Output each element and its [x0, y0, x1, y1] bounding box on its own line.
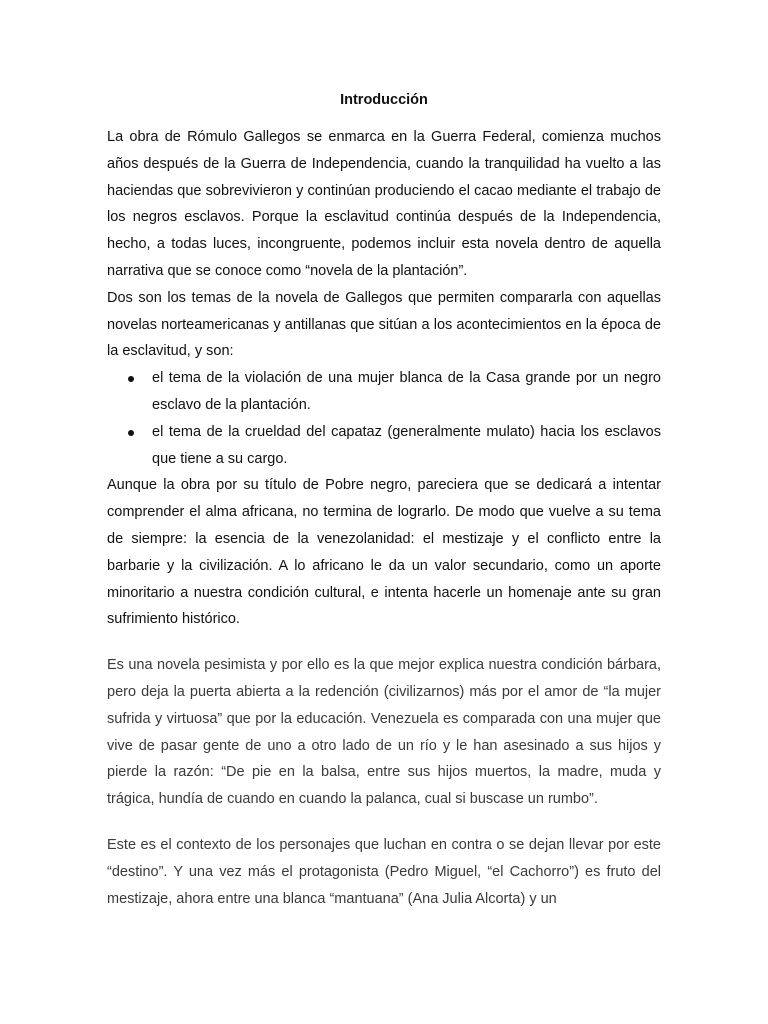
themes-bullet-list [107, 365, 661, 472]
bullet-item-violation-theme [107, 365, 661, 419]
bullet-dot-icon [128, 376, 134, 382]
paragraph-plantation-context: La obra de Rómulo Gallegos se enmarca en la Guerra Federal, comienza muchos años después de la Guerra de Independencia, cuando la tranquilidad ha vuelto a las haciendas que sobrevivieron y continúan produciendo el cacao mediante el trabajo de los negros esclavos. Porque la esclavitud continúa después de la Independencia, hecho, a todas luces, incongruente, podemos incluir esta novela dentro de aquella narrativa que se conoce como “novela de la plantación”. [107, 129, 661, 279]
paragraph-african-soul: Aunque la obra por su título de Pobre negro, pareciera que se dedicará a intentar comprender el alma africana, no termina de lograrlo. De modo que vuelve a su tema de siempre: la esencia de la venezolanidad: el mestizaje y el conflicto entre la barbarie y la civilización. A lo africano le da un valor secundario, como un aporte minoritario a nuestra condición cultural, e intenta hacerle un homenaje ante su gran sufrimiento histórico. [107, 477, 661, 628]
bullet-item-cruelty-theme [107, 419, 661, 473]
document-title: Introducción [340, 92, 428, 108]
document-body [107, 124, 661, 912]
bullet-dot-icon [128, 430, 134, 436]
paragraph-themes-intro: Dos son los temas de la novela de Gallegos que permiten compararla con aquellas novelas norteamericanas y antillanas que sitúan a los acontecimientos en la época de la esclavitud, y son: [107, 289, 661, 360]
bullet-text: el tema de la violación de una mujer blanca de la Casa grande por un negro esclavo de la plantación. [152, 370, 661, 413]
bullet-text: el tema de la crueldad del capataz (generalmente mulato) hacia los esclavos que tiene a su cargo. [152, 423, 661, 467]
paragraph-pessimistic-novel: Es una novela pesimista y por ello es la que mejor explica nuestra condición bárbara, pero deja la puerta abierta a la redención (civilizarnos) más por el amor de “la mujer sufrida y virtuosa” que por la educación. Venezuela es comparada con una mujer que vive de pasar gente de uno a otro lado de un río y le han asesinado a sus hijos y pierde la razón: “De pie en la balsa, entre sus hijos muertos, la madre, muda y trágica, hundía de cuando en cuando la palanca, cual si buscase un rumbo”. [107, 657, 661, 808]
paragraph-characters-context: Este es el contexto de los personajes que luchan en contra o se dejan llevar por este “destino”. Y una vez más el protagonista (Pedro Miguel, “el Cachorro”) es fruto del mestizaje, ahora entre una blanca “mantuana” (Ana Julia Alcorta) y un [107, 836, 661, 907]
